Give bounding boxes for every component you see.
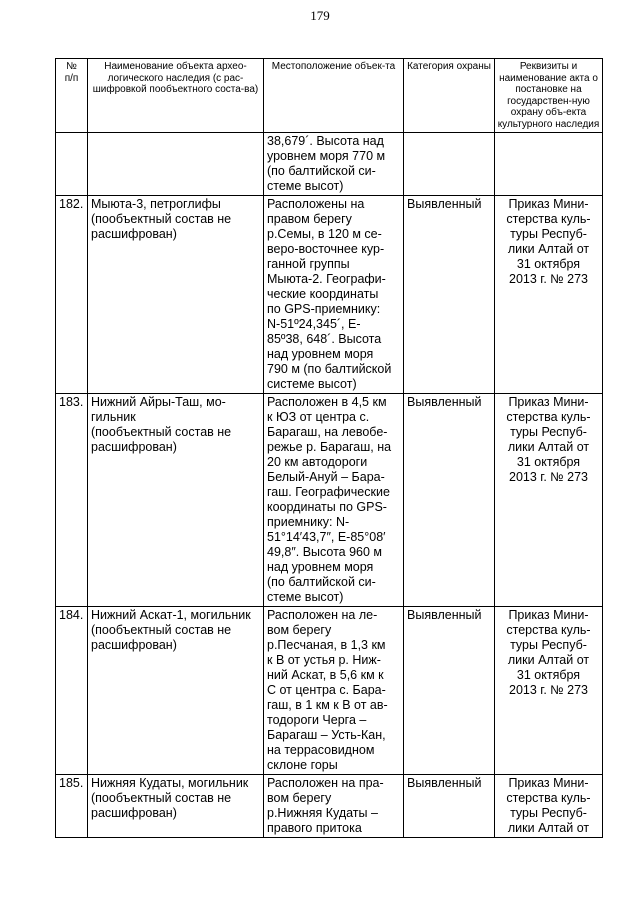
row-number: 182. [56, 196, 88, 394]
table-header-row [56, 59, 603, 133]
act-line: туры Респуб- [510, 227, 587, 241]
act-line: 2013 г. № 273 [509, 470, 588, 484]
object-composition-line: (пообъектный состав не [91, 212, 232, 226]
location-line: к ЮЗ от центра с. [267, 410, 370, 424]
location-line: уровнем моря 770 м [267, 149, 386, 163]
col-header-name: Наименование объекта архео-логического наследия (с рас-шифровкой пообъектного соста-ва) [88, 59, 264, 133]
location-line: правом берегу [267, 212, 352, 226]
continuation-num [56, 133, 88, 196]
act-line: стерства куль- [506, 410, 591, 424]
object-composition-line: (пообъектный состав не [91, 425, 232, 439]
location-line: координаты по GPS- [267, 500, 387, 514]
act-line: стерства куль- [506, 212, 591, 226]
act-line: лики Алтай от [507, 440, 590, 454]
location-line: системе высот) [267, 377, 357, 391]
location-line: 38,679´. Высота над [267, 134, 384, 148]
location-line: на террасовидном [267, 743, 375, 757]
location-line: по GPS-приемнику: [267, 302, 381, 316]
object-name-cell [88, 607, 264, 775]
object-name-line: Нижний Айры-Таш, мо- [91, 395, 226, 409]
col-header-num: № п/п [56, 59, 88, 133]
table-row [56, 196, 603, 394]
act-line: лики Алтай от [507, 653, 590, 667]
heritage-register-table [55, 58, 603, 838]
object-composition-line: (пообъектный состав не [91, 623, 232, 637]
location-line: гаш, в 1 км к В от ав- [267, 698, 388, 712]
continuation-location [264, 133, 404, 196]
location-line: Белый-Ануй – Бара- [267, 470, 385, 484]
object-composition-line: расшифрован) [91, 440, 177, 454]
continuation-name [88, 133, 264, 196]
location-line: к В от устья р. Ниж- [267, 653, 381, 667]
location-line: склоне горы [267, 758, 338, 772]
act-line: Приказ Мини- [508, 197, 589, 211]
location-line: ганной группы [267, 257, 350, 271]
location-line: правого притока [267, 821, 362, 835]
location-line: N-51º24,345´, E- [267, 317, 361, 331]
act-line: 31 октября [516, 668, 581, 682]
act-line: туры Респуб- [510, 638, 587, 652]
act-line: 2013 г. № 273 [509, 683, 588, 697]
table-row [56, 394, 603, 607]
location-line: стеме высот) [267, 179, 344, 193]
location-line: Расположен на ле- [267, 608, 378, 622]
location-line: р.Нижняя Кудаты – [267, 806, 378, 820]
protection-act-cell [495, 196, 603, 394]
location-line: ний Аскат, в 5,6 км к [267, 668, 384, 682]
object-composition-line: расшифрован) [91, 227, 177, 241]
row-number: 184. [56, 607, 88, 775]
location-line: Барагаш – Усть-Кан, [267, 728, 386, 742]
act-line: Приказ Мини- [508, 776, 589, 790]
object-composition-line: расшифрован) [91, 806, 177, 820]
object-composition-line: расшифрован) [91, 638, 177, 652]
location-line: ческие координаты [267, 287, 379, 301]
act-line: 2013 г. № 273 [509, 272, 588, 286]
continuation-category [404, 133, 495, 196]
object-name-line: Нижний Аскат-1, могильник [91, 608, 251, 622]
location-line: над уровнем моря [267, 560, 374, 574]
continuation-row [56, 133, 603, 196]
location-cell [264, 607, 404, 775]
row-number: 185. [56, 775, 88, 838]
location-cell [264, 394, 404, 607]
location-line: вом берегу [267, 791, 332, 805]
object-name-cell [88, 196, 264, 394]
location-line: Расположен на пра- [267, 776, 384, 790]
object-composition-line: (пообъектный состав не [91, 791, 232, 805]
act-line: стерства куль- [506, 623, 591, 637]
act-line: туры Респуб- [510, 806, 587, 820]
location-line: 790 м (по балтийской [267, 362, 392, 376]
location-line: тодороги Черга – [267, 713, 367, 727]
col-header-category: Категория охраны [404, 59, 495, 133]
location-cell [264, 775, 404, 838]
location-line: Расположен в 4,5 км [267, 395, 387, 409]
protection-act-cell [495, 775, 603, 838]
location-line: веро-восточнее кур- [267, 242, 385, 256]
object-name-line: Нижняя Кудаты, могильник [91, 776, 249, 790]
col-header-act: Реквизиты и наименование акта о постановке на государствен-ную охрану объ-екта культурного наследия [495, 59, 603, 133]
object-name-cell [88, 394, 264, 607]
act-line: лики Алтай от [507, 821, 590, 835]
location-line: стеме высот) [267, 590, 344, 604]
location-line: режье р. Барагаш, на [267, 440, 392, 454]
act-line: Приказ Мини- [508, 395, 589, 409]
table-row [56, 607, 603, 775]
location-line: 49,8″. Высота 960 м [267, 545, 383, 559]
protection-act-cell [495, 394, 603, 607]
act-line: туры Респуб- [510, 425, 587, 439]
protection-category: Выявленный [404, 607, 495, 775]
page-number: 179 [310, 8, 330, 23]
object-name-line: Мыюта-3, петроглифы [91, 197, 221, 211]
location-line: (по балтийской си- [267, 575, 376, 589]
location-line: 85º38, 648´. Высота [267, 332, 382, 346]
location-line: р.Семы, в 120 м се- [267, 227, 382, 241]
location-line: Расположены на [267, 197, 365, 211]
act-line: 31 октября [516, 455, 581, 469]
protection-act-cell [495, 607, 603, 775]
location-line: вом берегу [267, 623, 332, 637]
location-line: над уровнем моря [267, 347, 374, 361]
location-line: (по балтийской си- [267, 164, 376, 178]
location-cell [264, 196, 404, 394]
location-line: 51°14′43,7″, E-85°08′ [267, 530, 386, 544]
location-line: 20 км автодороги [267, 455, 368, 469]
protection-category: Выявленный [404, 775, 495, 838]
protection-category: Выявленный [404, 196, 495, 394]
object-name-line: гильник [91, 410, 136, 424]
continuation-act [495, 133, 603, 196]
location-line: приемнику: N- [267, 515, 350, 529]
row-number: 183. [56, 394, 88, 607]
act-line: Приказ Мини- [508, 608, 589, 622]
col-header-location: Местоположение объек-та [264, 59, 404, 133]
location-line: Барагаш, на левобе- [267, 425, 388, 439]
table-row [56, 775, 603, 838]
protection-category: Выявленный [404, 394, 495, 607]
location-line: гаш. Географические [267, 485, 390, 499]
location-line: С от центра с. Бара- [267, 683, 386, 697]
act-line: стерства куль- [506, 791, 591, 805]
act-line: лики Алтай от [507, 242, 590, 256]
location-line: Мыюта-2. Географи- [267, 272, 386, 286]
location-line: р.Песчаная, в 1,3 км [267, 638, 386, 652]
object-name-cell [88, 775, 264, 838]
act-line: 31 октября [516, 257, 581, 271]
